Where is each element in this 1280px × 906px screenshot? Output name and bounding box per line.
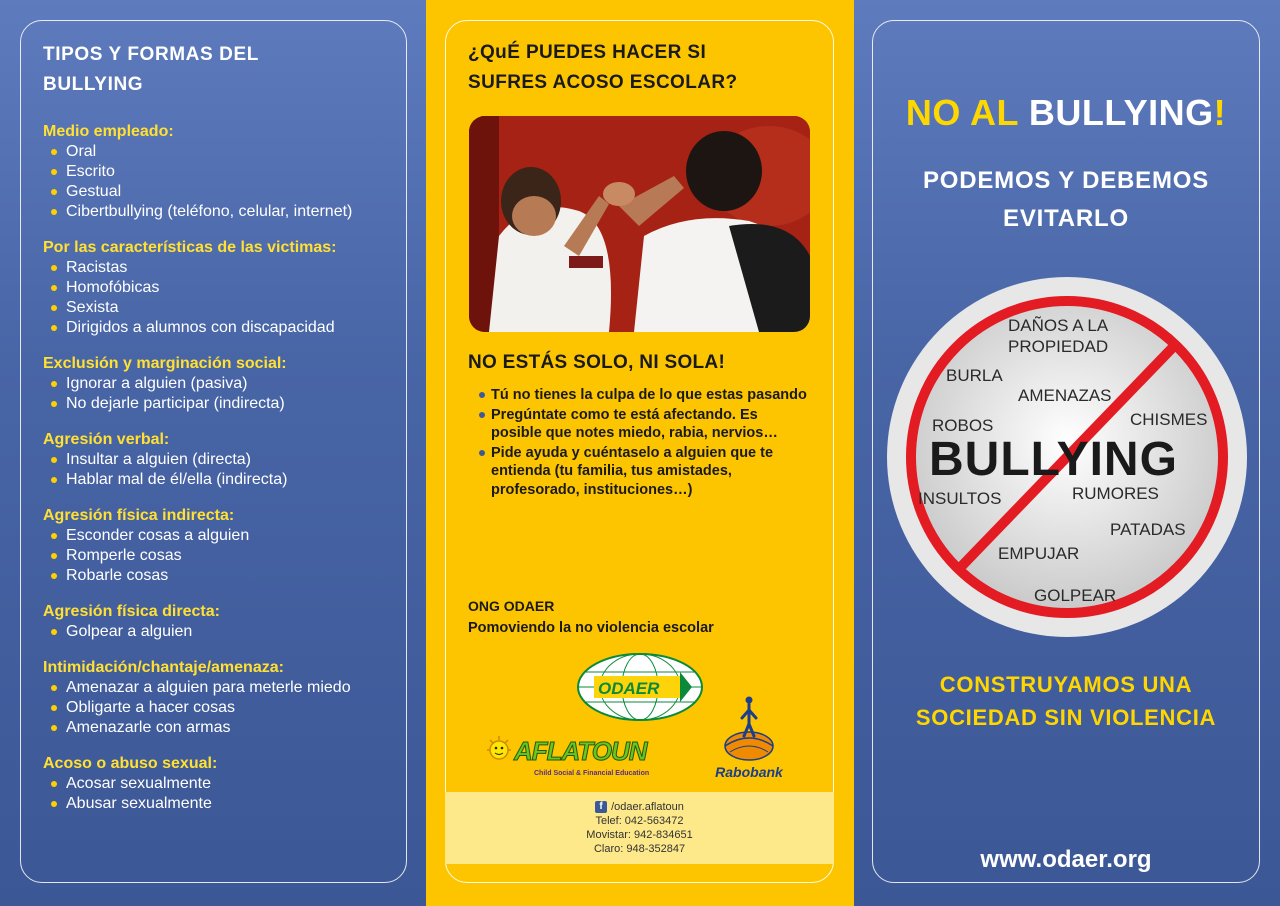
list-item-text: Homofóbicas xyxy=(66,279,160,296)
headline-bullying: BULLYING xyxy=(1028,92,1214,133)
list-item xyxy=(51,374,403,394)
bullying-type-section xyxy=(43,658,403,738)
bullet-icon xyxy=(51,209,57,215)
types-of-bullying xyxy=(43,40,403,830)
tip-item xyxy=(478,386,808,405)
list-item xyxy=(51,622,403,642)
bullying-type-section xyxy=(43,238,403,338)
podemos-line2: EVITARLO xyxy=(1003,205,1129,232)
aflatoun-tagline: Child Social & Financial Education xyxy=(534,770,650,777)
phone-claro: Claro: 948-352847 xyxy=(593,843,686,855)
bullying-type-section xyxy=(43,354,403,414)
construyamos-line2: SOCIEDAD SIN VIOLENCIA xyxy=(915,705,1217,730)
bullet-icon xyxy=(51,325,57,331)
list-item xyxy=(51,774,403,794)
list-item-text: Racistas xyxy=(66,259,128,276)
aflatoun-wordmark: AFLATOUN xyxy=(514,736,647,766)
section-heading: Intimidación/chantaje/amenaza: xyxy=(43,659,284,676)
bullying-type-section xyxy=(43,122,403,222)
list-item-text: Amenazar a alguien para meterle miedo xyxy=(66,679,351,696)
bullet-icon xyxy=(51,285,57,291)
list-item-text: Cibertbullying (teléfono, celular, internet) xyxy=(66,203,353,220)
bullet-icon xyxy=(51,629,57,635)
list-item xyxy=(51,258,403,278)
list-item xyxy=(51,678,403,698)
list-item xyxy=(51,202,403,222)
list-item xyxy=(51,450,403,470)
sign-word: PROPIEDAD xyxy=(1008,337,1109,356)
headline-no-al: NO AL xyxy=(905,92,1029,133)
sign-word: GOLPEAR xyxy=(1034,586,1117,605)
bullet-icon xyxy=(51,781,57,787)
list-item-text: Ignorar a alguien (pasiva) xyxy=(66,375,248,392)
list-item-text: Insultar a alguien (directa) xyxy=(66,451,251,468)
list-item-text: Romperle cosas xyxy=(66,547,182,564)
sign-word: BURLA xyxy=(946,366,1003,385)
rabobank-wordmark: Rabobank xyxy=(715,764,783,780)
section-items xyxy=(43,374,403,414)
section-items xyxy=(43,526,403,586)
middle-title-line1: ¿QuÉ PUEDES HACER SI xyxy=(468,42,707,63)
facebook-icon: f xyxy=(595,801,607,813)
construyamos-text xyxy=(872,668,1260,734)
bullet-icon xyxy=(51,265,57,271)
facebook-row xyxy=(445,800,834,814)
contact-box xyxy=(445,792,834,864)
sign-center-word: BULLYING xyxy=(929,433,1178,486)
bullet-icon xyxy=(51,381,57,387)
bullet-icon xyxy=(51,149,57,155)
bullet-icon xyxy=(51,573,57,579)
not-alone-heading: NO ESTÁS SOLO, NI SOLA! xyxy=(468,352,726,373)
list-item xyxy=(51,470,403,490)
list-item xyxy=(51,546,403,566)
rabobank-logo xyxy=(712,690,786,782)
list-item xyxy=(51,182,403,202)
bullying-photo-illustration xyxy=(469,116,810,332)
phone-telef: Telef: 042-563472 xyxy=(595,815,684,827)
list-item xyxy=(51,318,403,338)
list-item xyxy=(51,162,403,182)
list-item xyxy=(51,794,403,814)
bullet-icon xyxy=(51,189,57,195)
section-heading: Agresión física indirecta: xyxy=(43,507,235,524)
bullet-icon xyxy=(51,685,57,691)
tip-item xyxy=(478,406,808,443)
list-item-text: Oral xyxy=(66,143,97,160)
middle-title xyxy=(468,38,808,98)
facebook-handle: /odaer.aflatoun xyxy=(611,801,684,813)
sign-word: DAÑOS A LA xyxy=(1008,316,1109,335)
sign-word: EMPUJAR xyxy=(998,544,1080,563)
tip-text: Pide ayuda y cuéntaselo a alguien que te entienda (tu familia, tus amistades, profesorado, instituciones…) xyxy=(491,444,774,498)
sections-list xyxy=(43,122,403,814)
list-item-text: Obligarte a hacer cosas xyxy=(66,699,235,716)
left-title-line2: BULLYING xyxy=(43,74,144,95)
odaer-logo-text: ODAER xyxy=(598,679,660,698)
list-item-text: Escrito xyxy=(66,163,115,180)
section-heading: Medio empleado: xyxy=(43,123,174,140)
bullet-icon xyxy=(51,169,57,175)
bullet-icon xyxy=(51,725,57,731)
website-link[interactable]: www.odaer.org xyxy=(980,846,1152,873)
tips-list xyxy=(478,386,808,500)
list-item-text: Acosar sexualmente xyxy=(66,775,211,792)
left-title-line1: TIPOS Y FORMAS DEL xyxy=(43,44,259,65)
ong-name: ONG ODAER xyxy=(468,598,555,614)
section-items xyxy=(43,678,403,738)
section-items xyxy=(43,258,403,338)
section-heading: Agresión física directa: xyxy=(43,603,220,620)
bullying-type-section xyxy=(43,506,403,586)
list-item xyxy=(51,566,403,586)
list-item-text: Amenazarle con armas xyxy=(66,719,231,736)
list-item-text: Dirigidos a alumnos con discapacidad xyxy=(66,319,335,336)
list-item xyxy=(51,394,403,414)
section-heading: Exclusión y marginación social: xyxy=(43,355,287,372)
section-heading: Por las características de las victimas: xyxy=(43,239,337,256)
list-item xyxy=(51,298,403,318)
aflatoun-logo xyxy=(484,734,659,782)
list-item xyxy=(51,142,403,162)
sign-word: ROBOS xyxy=(932,416,994,435)
sign-word: PATADAS xyxy=(1110,520,1186,539)
list-item-text: Abusar sexualmente xyxy=(66,795,212,812)
bullet-icon xyxy=(51,801,57,807)
odaer-globe-icon xyxy=(576,652,704,722)
list-item-text: Sexista xyxy=(66,299,119,316)
bullet-icon xyxy=(51,533,57,539)
list-item xyxy=(51,278,403,298)
bullying-type-section xyxy=(43,602,403,642)
section-heading: Agresión verbal: xyxy=(43,431,170,448)
bullet-icon xyxy=(51,477,57,483)
no-bullying-sign xyxy=(884,274,1250,640)
list-item xyxy=(51,718,403,738)
bullet-icon xyxy=(51,401,57,407)
sign-word: AMENAZAS xyxy=(1018,386,1112,405)
aflatoun-sun-icon xyxy=(484,734,514,774)
bullet-icon xyxy=(51,553,57,559)
bullet-icon xyxy=(479,392,485,398)
ong-slogan: Pomoviendo la no violencia escolar xyxy=(468,620,714,636)
headline-exclamation: ! xyxy=(1213,92,1227,133)
bullet-icon xyxy=(51,705,57,711)
section-items xyxy=(43,774,403,814)
podemos-text xyxy=(872,162,1260,238)
tip-text: Pregúntate como te está afectando. Es posible que notes miedo, rabia, nervios… xyxy=(491,406,778,441)
bullet-icon xyxy=(51,305,57,311)
list-item-text: Esconder cosas a alguien xyxy=(66,527,250,544)
left-title xyxy=(43,40,403,100)
construyamos-line1: CONSTRUYAMOS UNA xyxy=(939,672,1193,697)
list-item-text: No dejarle participar (indirecta) xyxy=(66,395,285,412)
sign-word: CHISMES xyxy=(1130,410,1208,429)
middle-title-line2: SUFRES ACOSO ESCOLAR? xyxy=(468,72,738,93)
list-item xyxy=(51,526,403,546)
sign-word: RUMORES xyxy=(1072,484,1159,503)
bullet-icon xyxy=(479,412,485,418)
bullying-type-section xyxy=(43,754,403,814)
list-item-text: Robarle cosas xyxy=(66,567,169,584)
section-items xyxy=(43,142,403,222)
odaer-logo xyxy=(576,652,704,722)
tip-item xyxy=(478,444,808,500)
section-items xyxy=(43,450,403,490)
rabobank-globe-icon xyxy=(712,690,786,764)
list-item-text: Hablar mal de él/ella (indirecta) xyxy=(66,471,288,488)
list-item xyxy=(51,698,403,718)
bullet-icon xyxy=(479,450,485,456)
phone-movistar: Movistar: 942-834651 xyxy=(586,829,693,841)
no-al-bullying-headline xyxy=(872,92,1260,134)
tip-text: Tú no tienes la culpa de lo que estas pasando xyxy=(491,387,807,403)
sign-word: INSULTOS xyxy=(918,489,1002,508)
bullying-photo xyxy=(469,116,810,332)
podemos-line1: PODEMOS Y DEBEMOS xyxy=(922,167,1210,194)
list-item-text: Gestual xyxy=(66,183,122,200)
bullying-type-section xyxy=(43,430,403,490)
list-item-text: Golpear a alguien xyxy=(66,623,193,640)
bullet-icon xyxy=(51,457,57,463)
section-heading: Acoso o abuso sexual: xyxy=(43,755,218,772)
section-items xyxy=(43,622,403,642)
